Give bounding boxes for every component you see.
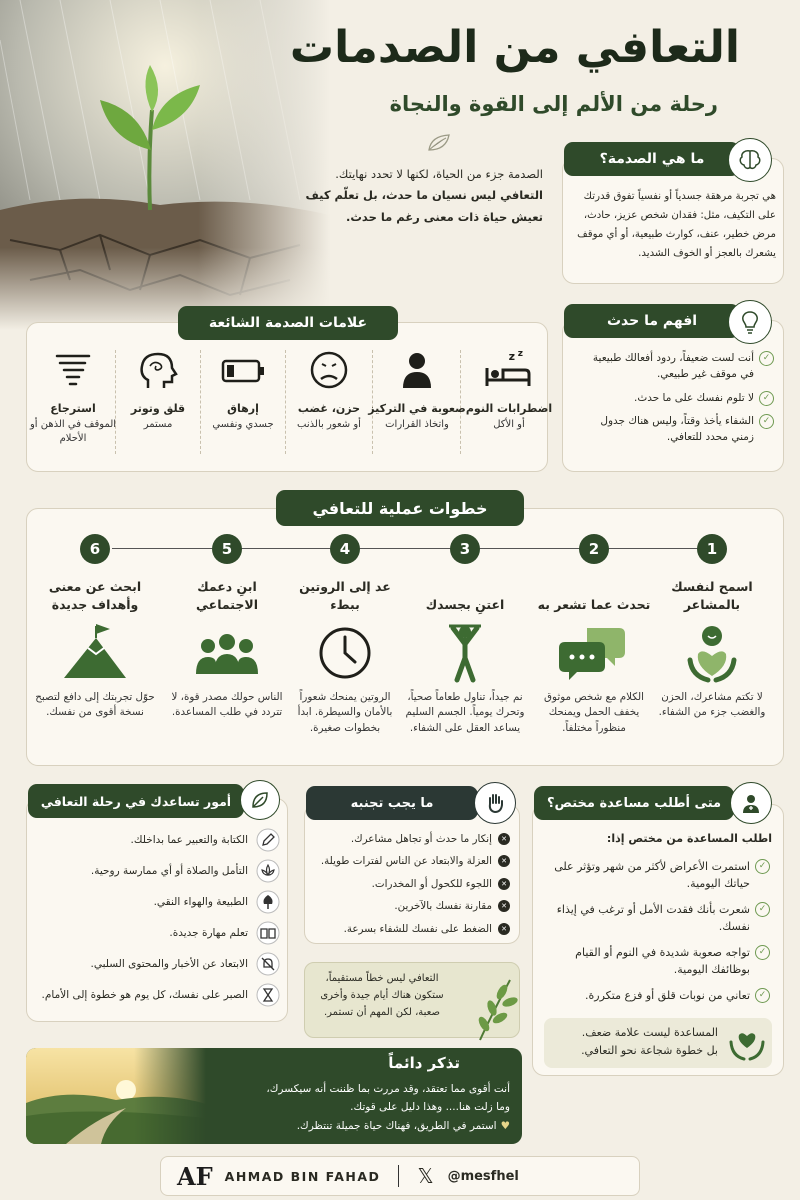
- exercise-icon: [435, 620, 495, 686]
- footer-divider: [398, 1165, 399, 1187]
- help-text: الابتعاد عن الأخبار والمحتوى السلبي.: [90, 958, 248, 970]
- what-is-trauma-header: [564, 142, 740, 176]
- step-number: 3: [450, 534, 480, 564]
- sign-title: استرجاع: [50, 402, 96, 415]
- hourglass-icon: [256, 983, 280, 1007]
- understand-title: افهم ما حدث: [606, 313, 698, 329]
- avoid-item: ✕ الضغط على نفسك للشفاء بسرعة.: [316, 922, 510, 936]
- step-title: ابنِ دعمك الاجتماعي: [196, 578, 258, 612]
- sign-desc: مستمر: [143, 419, 173, 431]
- page-subtitle: رحلة من الألم إلى القوة والنجاة: [389, 92, 718, 116]
- avoid-item: ✕ مقارنة نفسك بالآخرين.: [316, 899, 510, 913]
- signs-title: علامات الصدمة الشائعة: [208, 315, 368, 331]
- intro-text: [275, 164, 543, 228]
- leaf-icon: [240, 780, 280, 820]
- signs-header: [178, 306, 398, 340]
- pen-icon: [256, 828, 280, 852]
- step-number: 1: [697, 534, 727, 564]
- svg-text:z: z: [508, 350, 515, 363]
- help-item: [36, 890, 280, 914]
- note-text: التعافي ليس خطاً مستقيماً، ستكون هناك أيام جيدة وأخرى صعبة، لكن المهم أن تستمر.: [320, 973, 444, 1018]
- remember-body: [184, 1080, 510, 1135]
- remember-line-3-text: استمر في الطريق، فهناك حياة جميلة تنتظرك.: [296, 1119, 497, 1132]
- anxious-head-icon: [128, 348, 188, 392]
- footer-bar: [160, 1156, 640, 1196]
- pro-help-item: ✓ تواجه صعوبة شديدة في النوم أو القيام بوظائفك اليومية.: [548, 944, 770, 978]
- understand-header: [564, 304, 740, 338]
- heart-hands-icon: [682, 620, 742, 686]
- avoid-header: [306, 786, 478, 820]
- avoid-title: ما يجب تجنبه: [350, 795, 434, 811]
- remember-line-3: [184, 1117, 510, 1135]
- sign-title: إرهاق: [227, 402, 259, 415]
- group-icon: [192, 620, 262, 686]
- what-is-trauma-title: ما هي الصدمة؟: [599, 151, 705, 167]
- svg-text:z: z: [517, 349, 523, 359]
- step-title: ابحث عن معنى وأهداف جديدة: [48, 578, 142, 612]
- book-icon: [256, 921, 280, 945]
- tree-icon: [256, 890, 280, 914]
- step-item: [285, 570, 405, 736]
- step-desc: الكلام مع شخص موثوق يخفف الحمل ويمنحك منظوراً مختلفاً.: [544, 691, 644, 734]
- sign-item: [18, 348, 128, 446]
- help-text: الكتابة والتعبير عما بداخلك.: [130, 834, 248, 846]
- remember-title: تذكر دائماً: [388, 1054, 460, 1072]
- helps-title: أمور تساعدك في رحلة التعافي: [40, 793, 232, 809]
- steps-connector: [112, 548, 702, 549]
- low-battery-icon: [213, 348, 273, 392]
- sign-desc: أو شعور بالذنب: [297, 419, 361, 431]
- steps-header: [276, 490, 524, 526]
- remember-line-1: أنت أقوى مما تعتقد، وقد مررت بما ظننت أنه سيكسرك،: [266, 1083, 510, 1095]
- understand-item: ✓ لا تلوم نفسك على ما حدث.: [578, 390, 774, 406]
- avoid-item: ✕ إنكار ما حدث أو تجاهل مشاعرك.: [316, 832, 510, 846]
- page-title: التعافي من الصدمات: [289, 22, 740, 73]
- clock-icon: [315, 620, 375, 686]
- pro-help-header: [534, 786, 734, 820]
- step-item: [534, 570, 654, 736]
- muted-bell-icon: [256, 952, 280, 976]
- pro-help-lead: اطلب المساعدة من مختص إذا:: [606, 832, 772, 845]
- step-number: 2: [579, 534, 609, 564]
- understand-item: ✓ الشفاء يأخذ وقتاً، وليس هناك جدول زمني محدد للتعافي.: [578, 413, 774, 446]
- author-name[interactable]: AHMAD BIN FAHAD: [224, 1168, 381, 1184]
- avoid-list: [316, 832, 510, 944]
- lotus-icon: [256, 859, 280, 883]
- pro-help-footer-line-2: بل خطوة شجاعة نحو التعافي.: [581, 1043, 718, 1057]
- help-text: التأمل والصلاة أو أي ممارسة روحية.: [90, 865, 248, 877]
- pro-help-footer-text: [550, 1024, 718, 1059]
- sunset-landscape-image: [26, 1048, 206, 1144]
- pro-help-footer-line-1: المساعدة ليست علامة ضعف.: [581, 1026, 718, 1039]
- help-item: [36, 859, 280, 883]
- sleep-bed-icon: [479, 348, 539, 392]
- step-desc: الناس حولك مصدر قوة، لا تتردد في طلب المساعدة.: [171, 691, 283, 719]
- sign-desc: الموقف في الذهن أو الأحلام: [29, 419, 117, 445]
- brain-icon: [728, 138, 772, 182]
- step-desc: حوّل تجربتك إلى دافع لتصبح نسخة أقوى من نفسك.: [35, 691, 155, 719]
- author-handle[interactable]: @mesfhel: [447, 1168, 519, 1184]
- lightbulb-icon: [728, 300, 772, 344]
- helps-header: [28, 784, 244, 818]
- step-title: عد إلى الروتين ببطء: [299, 578, 391, 612]
- step-item: [405, 570, 525, 736]
- step-desc: لا تكتم مشاعرك، الحزن والغضب جزء من الشفاء.: [658, 691, 766, 719]
- person-icon: [387, 348, 447, 392]
- step-title: اسمح لنفسك بالمشاعر: [671, 578, 753, 612]
- helps-list: [36, 828, 280, 1014]
- pro-help-item: ✓ استمرت الأعراض لأكثر من شهر وتؤثر على حياتك اليومية.: [548, 858, 770, 892]
- pro-help-list: [548, 858, 770, 1013]
- sign-desc: واتخاذ القرارات: [385, 419, 449, 431]
- step-number: 4: [330, 534, 360, 564]
- help-item: [36, 828, 280, 852]
- help-item: [36, 921, 280, 945]
- step-title: تحدث عما تشعر به: [537, 596, 651, 612]
- help-item: [36, 952, 280, 976]
- heart-hands-small-icon: [728, 1026, 766, 1066]
- step-title: اعتنِ بجسدك: [425, 596, 505, 612]
- avoid-item: ✕ العزلة والابتعاد عن الناس لفترات طويلة.: [316, 854, 510, 868]
- sign-title: قلق وتوتر: [130, 402, 186, 415]
- sign-title: صعوبة في التركيز: [368, 402, 466, 415]
- olive-branch-icon: [472, 974, 518, 1048]
- pro-help-title: متى أطلب مساعدة مختص؟: [546, 795, 722, 811]
- avoid-item: ✕ اللجوء للكحول أو المخدرات.: [316, 877, 510, 891]
- stop-hand-icon: [474, 782, 516, 824]
- sign-desc: جسدي ونفسي: [212, 419, 274, 431]
- step-item: [652, 570, 772, 721]
- x-logo-icon[interactable]: 𝕏: [417, 1164, 434, 1188]
- help-item: [36, 983, 280, 1007]
- sad-face-icon: [299, 348, 359, 392]
- sign-title: اضطرابات النوم: [465, 402, 553, 415]
- intro-line-1: الصدمة جزء من الحياة، لكنها لا تحدد نهايتك.: [335, 167, 543, 181]
- sign-title: حزن، غضب: [297, 402, 361, 415]
- help-text: تعلم مهارة جديدة.: [169, 927, 248, 939]
- help-text: الطبيعة والهواء النقي.: [153, 896, 248, 908]
- tornado-icon: [43, 348, 103, 392]
- understand-list: [578, 350, 774, 452]
- step-item: [167, 570, 287, 721]
- heart-icon: ♥: [500, 1119, 510, 1132]
- step-item: [35, 570, 155, 721]
- pro-help-item: ✓ تعاني من نوبات قلق أو فزع متكررة.: [548, 987, 770, 1004]
- doctor-icon: [730, 782, 772, 824]
- step-desc: نم جيداً، تناول طعاماً صحياً، وتحرك يومياً. الجسم السليم يساعد العقل على الشفاء.: [405, 691, 525, 734]
- leaf-ornament-icon: [426, 132, 452, 158]
- step-number: 6: [80, 534, 110, 564]
- intro-line-2: التعافي ليس نسيان ما حدث، بل تعلّم كيف تعيش حياة ذات معنى رغم ما حدث.: [305, 188, 543, 224]
- steps-title: خطوات عملية للتعافي: [312, 498, 488, 518]
- chat-bubbles-icon: [559, 620, 629, 686]
- sign-desc: أو الأكل: [493, 419, 525, 431]
- understand-item: ✓ أنت لست ضعيفاً، ردود أفعالك طبيعية في موقف غير طبيعي.: [578, 350, 774, 383]
- author-logo: AF: [177, 1161, 213, 1191]
- help-text: الصبر على نفسك، كل يوم هو خطوة إلى الأمام.: [41, 989, 248, 1001]
- remember-line-2: وما زلت هنا.... وهذا دليل على قوتك.: [350, 1101, 510, 1114]
- pro-help-item: ✓ شعرت بأنك فقدت الأمل أو ترغب في إيذاء نفسك.: [548, 901, 770, 935]
- mountain-flag-icon: [60, 620, 130, 686]
- step-number: 5: [212, 534, 242, 564]
- step-desc: الروتين يمنحك شعوراً بالأمان والسيطرة. ابدأ بخطوات صغيرة.: [297, 691, 393, 734]
- what-is-trauma-body: هي تجربة مرهقة جسدياً أو نفسياً تفوق قدرتك على التكيف، مثل: فقدان شخص عزيز، حادث، مرض خطير، عنف، كوارث طبيعية، أو أي موقف يشعرك بالعجز أو الخوف الشديد.: [577, 191, 776, 259]
